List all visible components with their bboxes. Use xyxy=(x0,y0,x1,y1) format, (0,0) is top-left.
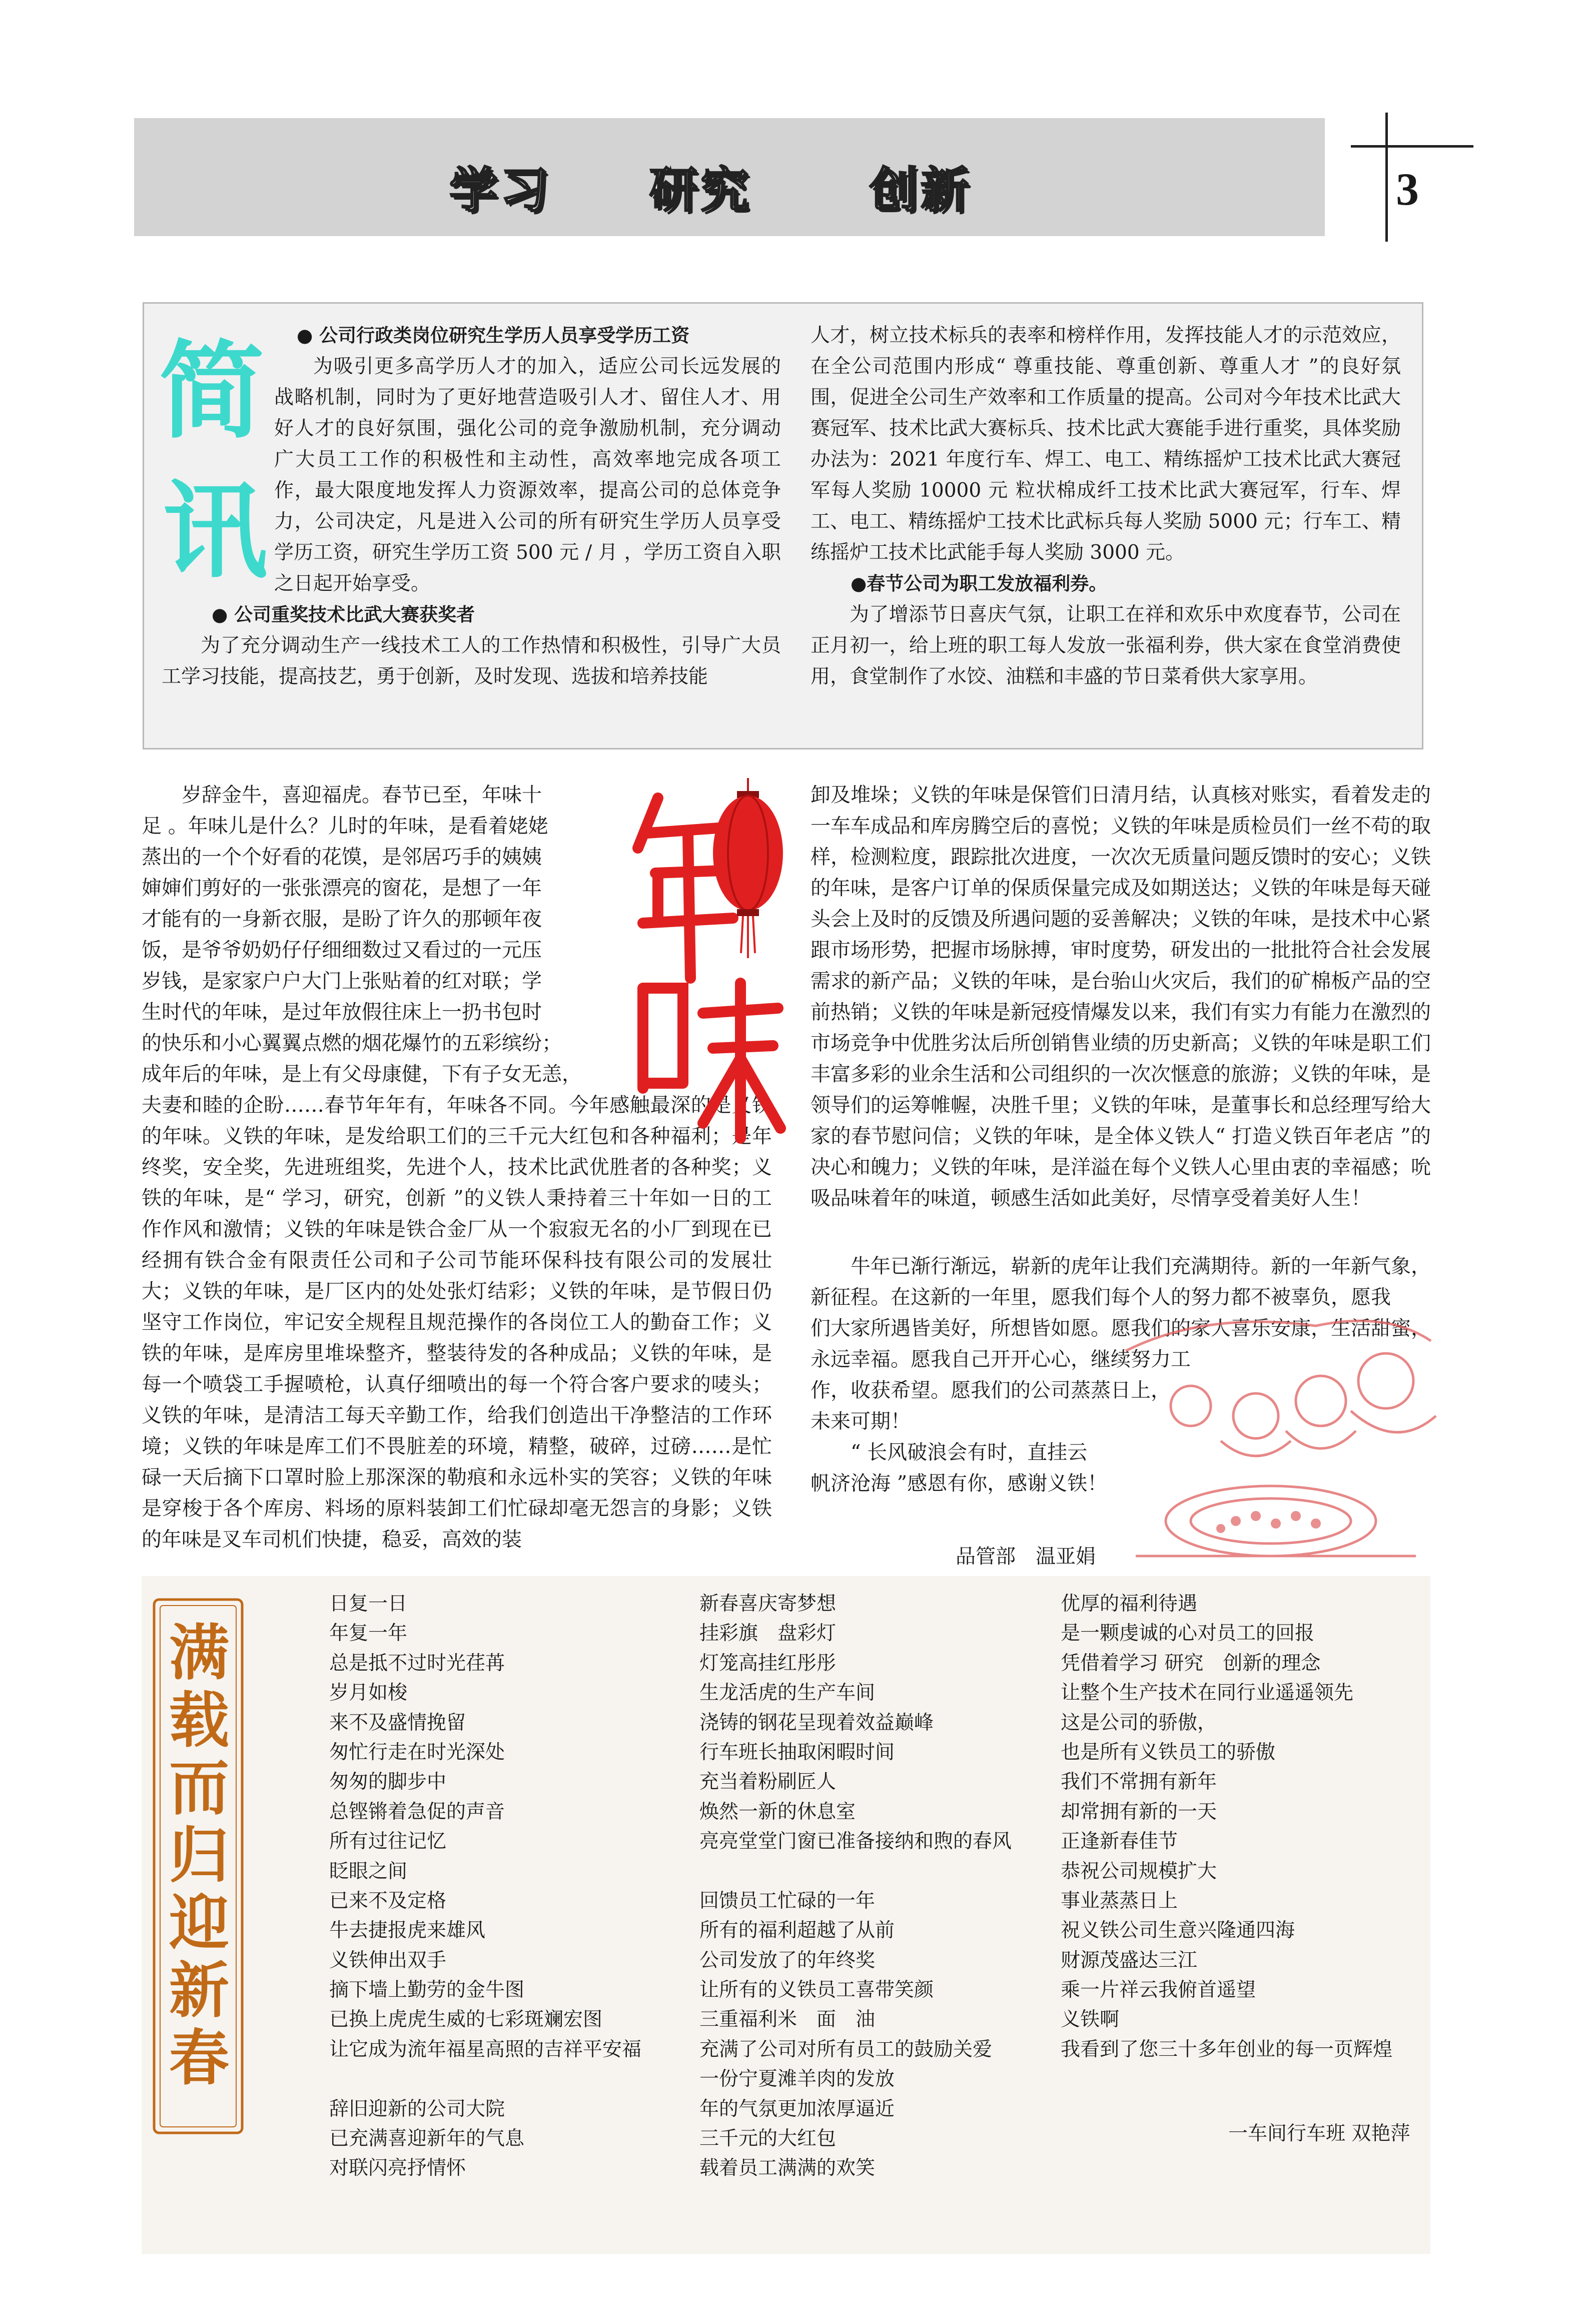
header-band xyxy=(134,118,1325,236)
essay-line: 新征程。在这新的一年里，愿我们每个人的努力都不被辜负，愿我 xyxy=(811,1286,1391,1309)
poem-line: 亮亮堂堂门窗已准备接纳和煦的春风 xyxy=(699,1830,1012,1853)
poem-line: 日复一日 xyxy=(329,1593,408,1615)
poem-line: 来不及盛情挽留 xyxy=(329,1711,466,1734)
essay-line: 帆济沧海 ”感恩有你，感谢义铁！ xyxy=(811,1472,1108,1495)
poem-line: 我们不常拥有新年 xyxy=(1061,1771,1217,1794)
header-word-research: 研究 xyxy=(649,162,751,218)
poem-line: 年复一年 xyxy=(329,1622,408,1645)
essay-line: 饭，是爷爷奶奶仔仔细细数过又看过的一元压 xyxy=(142,939,542,962)
poem-line: 年的气氛更加浓厚逼近 xyxy=(699,2097,895,2120)
news-item-title: ●春节公司为职工发放福利券。 xyxy=(851,573,1108,594)
essay-line: 未来可期！ xyxy=(811,1410,911,1433)
poem-line: 也是所有义铁员工的骄傲 xyxy=(1061,1741,1276,1764)
poem-line: 是一颗虔诚的心对员工的回报 xyxy=(1061,1622,1315,1645)
poem-line: 牛去捷报虎来雄风 xyxy=(329,1919,486,1942)
poem-title-char: 迎 xyxy=(169,1889,229,1958)
essay-line: 牛年已渐行渐远，崭新的虎年让我们充满期待。新的一年新气象， xyxy=(811,1255,1431,1278)
poem-line xyxy=(329,2064,641,2094)
essay-line: 足 。年味儿是什么？儿时的年味，是看着姥姥 xyxy=(142,815,548,838)
poem-line: 充当着粉刷匠人 xyxy=(699,1771,837,1794)
essay-line: 们大家所遇皆美好，所想皆如愿。愿我们的家人喜乐安康，生活甜蜜， xyxy=(811,1317,1431,1340)
news-heading-char-2: 讯 xyxy=(163,470,268,593)
figure-head xyxy=(1358,1353,1413,1408)
poem-line: 却常拥有新的一天 xyxy=(1061,1800,1217,1823)
poem-line: 义铁伸出双手 xyxy=(329,1949,447,1972)
essay-line: 的快乐和小心翼翼点燃的烟花爆竹的五彩缤纷； xyxy=(142,1032,562,1055)
header-word-innovate: 创新 xyxy=(870,162,972,218)
poem-column-1 xyxy=(329,1589,641,2183)
essay-line: 才能有的一身新衣服，是盼了许久的那顿年夜 xyxy=(142,908,542,931)
poem-title-char: 新 xyxy=(169,1956,229,2026)
poem-title-char: 归 xyxy=(169,1821,229,1891)
poem-line: 正逢新春佳节 xyxy=(1061,1830,1178,1853)
poem-line: 三千元的大红包 xyxy=(699,2127,837,2150)
art-stroke xyxy=(638,798,658,848)
essay-line: 岁辞金牛，喜迎福虎。春节已至，年味十 xyxy=(182,784,542,807)
poem-line: 事业蒸蒸日上 xyxy=(1061,1889,1178,1912)
poem-line: 让整个生产技术在同行业遥遥领先 xyxy=(1061,1682,1354,1705)
essay-line: 岁钱，是家家户户大门上张贴着的红对联；学 xyxy=(142,970,542,993)
news-right-column xyxy=(811,320,1401,692)
poem-line: 岁月如梭 xyxy=(329,1682,408,1705)
header-word-study: 学习 xyxy=(449,162,551,218)
essay-line: 作，收获希望。愿我们的公司蒸蒸日上， xyxy=(811,1379,1171,1402)
poem-line: 对联闪亮抒情怀 xyxy=(329,2157,466,2180)
art-stroke xyxy=(703,983,780,1138)
poem-title-char: 春 xyxy=(169,2024,229,2093)
poem-column-2 xyxy=(699,1589,1012,2183)
figure-head xyxy=(1233,1393,1278,1438)
poem-line: 已充满喜迎新年的气息 xyxy=(329,2127,525,2150)
figure-body xyxy=(1221,1411,1436,1456)
essay-line: “ 长风破浪会有时，直挂云 xyxy=(811,1441,1088,1464)
poem-line: 摘下墙上勤劳的金牛图 xyxy=(329,1979,525,2002)
red-lantern-icon xyxy=(713,778,783,958)
poem-line: 已来不及定格 xyxy=(329,1889,447,1912)
poem-author: 一车间行车班 双艳萍 xyxy=(1228,2122,1410,2145)
poem-column-3 xyxy=(1061,1589,1392,2064)
essay-line: 永远幸福。愿我自己开开心心，继续努力工 xyxy=(811,1348,1191,1371)
page-corner-horizontal-rule xyxy=(1351,145,1473,148)
poem-line: 匆忙行走在时光深处 xyxy=(329,1741,505,1764)
poem-line: 总铿锵着急促的声音 xyxy=(329,1800,505,1823)
poem-line: 焕然一新的休息室 xyxy=(699,1800,856,1823)
poem-line: 乘一片祥云我俯首遥望 xyxy=(1061,1979,1256,2002)
news-item-body: 为吸引更多高学历人才的加入，适应公司长远发展的战略机制，同时为了更好地营造吸引人才、留住人才、用好人才的良好氛围，强化公司的竞争激励机制，充分调动广大员工工作的积极性和主动性，高效率地完成各项工作，最大限度地发挥人力资源效率，提高公司的总体竞争力，公司决定，凡是进入公司的所有研究生学历人员享受学历工资，研究生学历工资 500 元 / 月 ，学历工资自入职之日起开始享受。 xyxy=(274,355,781,595)
poem-line: 充满了公司对所有员工的鼓励关爱 xyxy=(699,2038,993,2061)
poem-line: 所有的福利超越了从前 xyxy=(699,1919,895,1942)
poem-line: 恭祝公司规模扩大 xyxy=(1061,1860,1217,1883)
poem-line xyxy=(699,1857,1012,1886)
poem-line: 辞旧迎新的公司大院 xyxy=(329,2097,505,2120)
poem-line: 载着员工满满的欢笑 xyxy=(699,2157,876,2180)
poem-line: 公司发放了的年终奖 xyxy=(699,1949,876,1972)
poem-line: 已换上虎虎生威的七彩斑斓宏图 xyxy=(329,2008,603,2031)
poem-line: 财源茂盛达三江 xyxy=(1061,1949,1198,1972)
page-number: 3 xyxy=(1396,164,1419,215)
poem-line: 一份宁夏滩羊肉的发放 xyxy=(699,2068,895,2091)
poem-title-char: 而 xyxy=(169,1754,229,1823)
essay-line: 生时代的年味，是过年放假往床上一扔书包时 xyxy=(142,1001,542,1024)
poem-line: 优厚的福利待遇 xyxy=(1061,1593,1198,1615)
essay-paragraph: 夫妻和睦的企盼……春节年年有，年味各不同。今年感触最深的是义铁的年味。义铁的年味，是发给职工们的三千元大红包和各种福利；是年终奖，安全奖，先进班组奖，先进个人，技术比武优胜者的各种奖；义铁的年味，是“ 学习，研究，创新 ”的义铁人秉持着三十年如一日的工作作风和激情；义铁的年味是铁合金厂从一个寂寂无名的小厂到现在已经拥有铁合金有限责任公司和子公司节能环保科技有限公司的发展壮大；义铁的年味，是厂区内的处处张灯结彩；义铁的年味，是节假日仍坚守工作岗位，牢记安全规程且规范操作的各岗位工人的勤奋工作；义铁的年味，是库房里堆垛整齐，整装待发的各种成品；义铁的年味，是每一个喷袋工手握喷枪，认真仔细喷出的每一个符合客户要求的唛头；义铁的年味，是清洁工每天辛勤工作，给我们创造出干净整洁的工作环境；义铁的年味是库工们不畏脏差的环境，精整，破碎，过磅……是忙碌一天后摘下口罩时脸上那深深的勒痕和永远朴实的笑容；义铁的年味是穿梭于各个库房、料场的原料装卸工们忙碌却毫无怨言的身影；义铁的年味是叉车司机们快捷，稳妥，高效的装 xyxy=(142,1094,772,1551)
cloud-swirl xyxy=(1126,1321,1431,1351)
essay-author: 品管部 温亚娟 xyxy=(956,1545,1096,1568)
poem-line: 新春喜庆寄梦想 xyxy=(699,1593,837,1615)
page-corner-vertical-rule xyxy=(1385,113,1388,242)
essay-right-column xyxy=(811,780,1431,1214)
art-stroke xyxy=(688,833,690,978)
poem-line: 我看到了您三十多年创业的每一页辉煌 xyxy=(1061,2038,1393,2061)
poem-line: 凭借着学习 研究 创新的理念 xyxy=(1061,1652,1321,1675)
poem-line: 让所有的义铁员工喜带笑颜 xyxy=(699,1979,934,2002)
poem-title-char: 载 xyxy=(169,1686,229,1756)
poem-line: 回馈员工忙碌的一年 xyxy=(699,1889,876,1912)
news-item-body: 人才，树立技术标兵的表率和榜样作用，发挥技能人才的示范效应，在全公司范围内形成“ 尊重技能、尊重创新、尊重人才 ”的良好氛围，促进全公司生产效率和工作质量的提高。公司对今年技术比武大赛冠军、技术比武大赛标兵、技术比武大赛能手进行重奖，具体奖励办法为：2021 年度行车、焊工、电工、精练摇炉工技术比武大赛冠军每人奖励 10000 元 粒状棉成纤工技术比武大赛冠军，行车、焊工、电工、精练摇炉工技术比武标兵每人奖励 5000 元；行车工、精练摇炉工技术比武能手每人奖励 3000 元。 xyxy=(811,324,1401,564)
art-stroke xyxy=(643,988,683,1088)
news-item-title: ● 公司重奖技术比武大赛获奖者 xyxy=(212,604,475,625)
figure-head xyxy=(1296,1376,1346,1426)
news-item-body: 为了增添节日喜庆气氛，让职工在祥和欢乐中欢度春节，公司在正月初一，给上班的职工每人发放一张福利券，供大家在食堂消费使用，食堂制作了水饺、油糕和丰盛的节日菜肴供大家享用。 xyxy=(811,603,1401,688)
poem-line: 三重福利米 面 油 xyxy=(699,2008,876,2031)
poem-line: 这是公司的骄傲， xyxy=(1061,1711,1217,1734)
poem-line: 总是抵不过时光荏苒 xyxy=(329,1652,505,1675)
poem-line: 挂彩旗 盘彩灯 xyxy=(699,1622,837,1645)
news-heading-char-1: 简 xyxy=(159,330,265,453)
dumpling-tray-inner xyxy=(1191,1498,1351,1544)
essay-line: 婶婶们剪好的一张张漂亮的窗花，是想了一年 xyxy=(142,877,542,900)
figure-head xyxy=(1171,1386,1211,1426)
poem-line: 灯笼高挂红彤彤 xyxy=(699,1652,837,1675)
poem-line: 生龙活虎的生产车间 xyxy=(699,1682,876,1705)
essay-left-narrow xyxy=(142,780,592,1090)
news-left-column xyxy=(162,320,781,692)
essay-line: 成年后的年味，是上有父母康健，下有子女无恙， xyxy=(142,1063,582,1086)
poem-line: 匆匆的脚步中 xyxy=(329,1771,447,1794)
news-item-body: 为了充分调动生产一线技术工人的工作热情和积极性，引导广大员工学习技能，提高技艺，勇于创新，及时发现、选拔和培养技能 xyxy=(162,634,781,688)
poem-title-char: 满 xyxy=(169,1619,229,1688)
poem-line: 浇铸的钢花呈现着效益巅峰 xyxy=(699,1711,934,1734)
essay-line: 蒸出的一个个好看的花馍，是邻居巧手的姨姨 xyxy=(142,846,542,869)
niangwei-art-title xyxy=(628,778,788,1158)
essay-paragraph: 卸及堆垛；义铁的年味是保管们日清月结，认真核对账实，看着发走的一车车成品和库房腾空后的喜悦；义铁的年味是质检员们一丝不苟的取样，检测粒度，跟踪批次进度，一次次无质量问题反馈时的安心；义铁的年味，是客户订单的保质保量完成及如期送达；义铁的年味是每天碰头会上及时的反馈及所遇问题的妥善解决；义铁的年味，是技术中心紧跟市场形势，把握市场脉搏，审时度势，研发出的一批批符合社会发展需求的新产品；义铁的年味，是台骀山火灾后，我们的矿棉板产品的空前热销；义铁的年味是新冠疫情爆发以来，我们有实力有能力在激烈的市场竞争中优胜劣汰后所创销售业绩的历史新高；义铁的年味是职工们丰富多彩的业余生活和公司组织的一次次惬意的旅游；义铁的年味，是领导们的运筹帷幄，决胜千里；义铁的年味，是董事长和总经理写给大家的春节慰问信；义铁的年味，是全体义铁人“ 打造义铁百年老店 ”的决心和魄力；义铁的年味，是洋溢在每个义铁人心里由衷的幸福感；吮吸品味着年的味道，顿感生活如此美好，尽情享受着美好人生！ xyxy=(811,784,1431,1210)
poem-line: 祝义铁公司生意兴隆通四海 xyxy=(1061,1919,1295,1942)
family-dumpling-illustration xyxy=(1106,1251,1456,1581)
poem-line: 眨眼之间 xyxy=(329,1860,408,1883)
poem-line: 行车班长抽取闲暇时间 xyxy=(699,1741,895,1764)
poem-line: 义铁啊 xyxy=(1061,2008,1120,2031)
news-item-title: ● 公司行政类岗位研究生学历人员享受学历工资 xyxy=(297,325,690,346)
poem-line: 所有过往记忆 xyxy=(329,1830,447,1853)
poem-line: 让它成为流年福星高照的吉祥平安福 xyxy=(329,2038,642,2061)
essay-left-wide xyxy=(142,1090,772,1555)
